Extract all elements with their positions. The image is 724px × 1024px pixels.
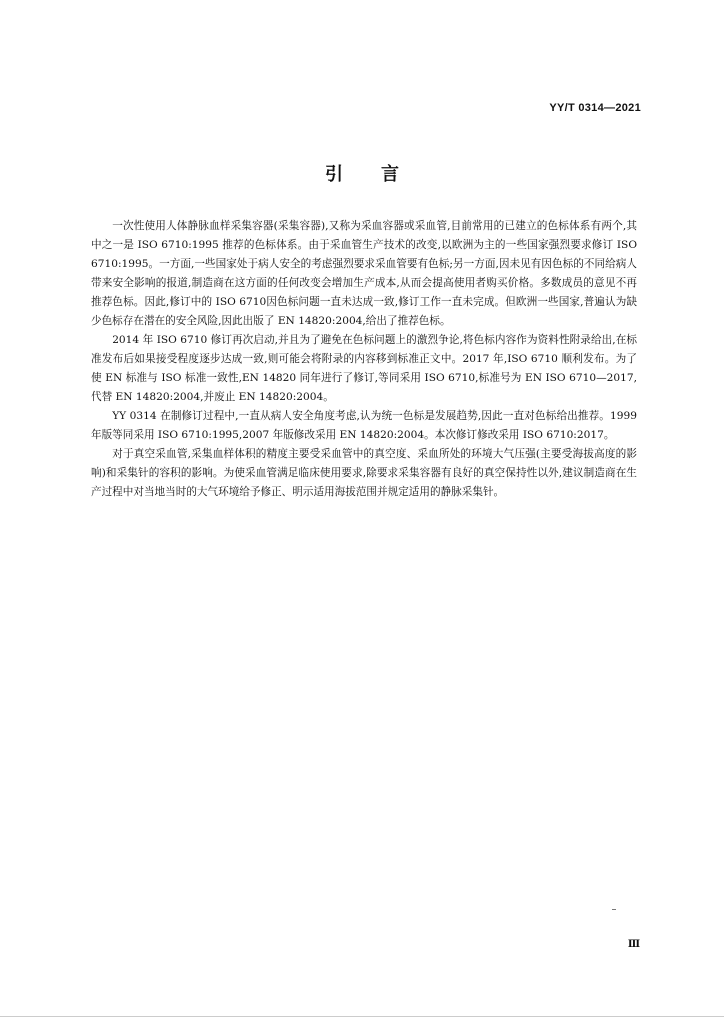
page-title: 引言 <box>325 164 437 185</box>
introduction-body <box>91 217 637 502</box>
page-edge-divider <box>0 1016 724 1017</box>
paragraph: 对于真空采血管,采集血样体积的精度主要受采血管中的真空度、采血所处的环境大气压强(主要受海拔高度的影响)和采集针的容积的影响。为使采血管满足临床使用要求,除要求采集容器有良好的真空保持性以外,建议制造商在生产过程中对当地当时的大气环境给予修正、明示适用海拔范围并规定适用的静脉采集针。 <box>91 448 637 498</box>
standard-number: YY/T 0314—2021 <box>549 102 641 114</box>
scan-speck <box>612 909 616 910</box>
paragraph: 一次性使用人体静脉血样采集容器(采集容器),又称为采血容器或采血管,目前常用的已建立的色标体系有两个,其中之一是 ISO 6710:1995 推荐的色标体系。由于采血管生产技术的改变,以欧洲为主的一些国家强烈要求修订 ISO 6710:1995。一方面,一些国家处于病人安全的考虑强烈要求采血管要有色标;另一方面,因未见有因色标的不同给病人带来安全影响的报道,制造商在这方面的任何改变会增加生产成本,从而会提高使用者购买价格。多数成员的意见不再推荐色标。因此,修订中的 ISO 6710因色标问题一直未达成一致,修订工作一直未完成。但欧洲一些国家,普遍认为缺少色标存在潜在的安全风险,因此出版了 EN 14820:2004,给出了推荐色标。 <box>91 220 637 327</box>
page-number: Ⅲ <box>627 939 640 950</box>
paragraph: 2014 年 ISO 6710 修订再次启动,并且为了避免在色标问题上的激烈争论,将色标内容作为资料性附录给出,在标准发布后如果接受程度逐步达成一致,则可能会将附录的内容移到标准正文中。2017 年,ISO 6710 顺利发布。为了使 EN 标准与 ISO 标准一致性,EN 14820 同年进行了修订,等同采用 ISO 6710,标准号为 EN ISO 6710—2017,代替 EN 14820:2004,并废止 EN 14820:2004。 <box>91 334 637 403</box>
paragraph: YY 0314 在制修订过程中,一直从病人安全角度考虑,认为统一色标是发展趋势,因此一直对色标给出推荐。1999 年版等同采用 ISO 6710:1995,2007 年版修改采用 EN 14820:2004。本次修订修改采用 ISO 6710:2017。 <box>91 410 637 441</box>
